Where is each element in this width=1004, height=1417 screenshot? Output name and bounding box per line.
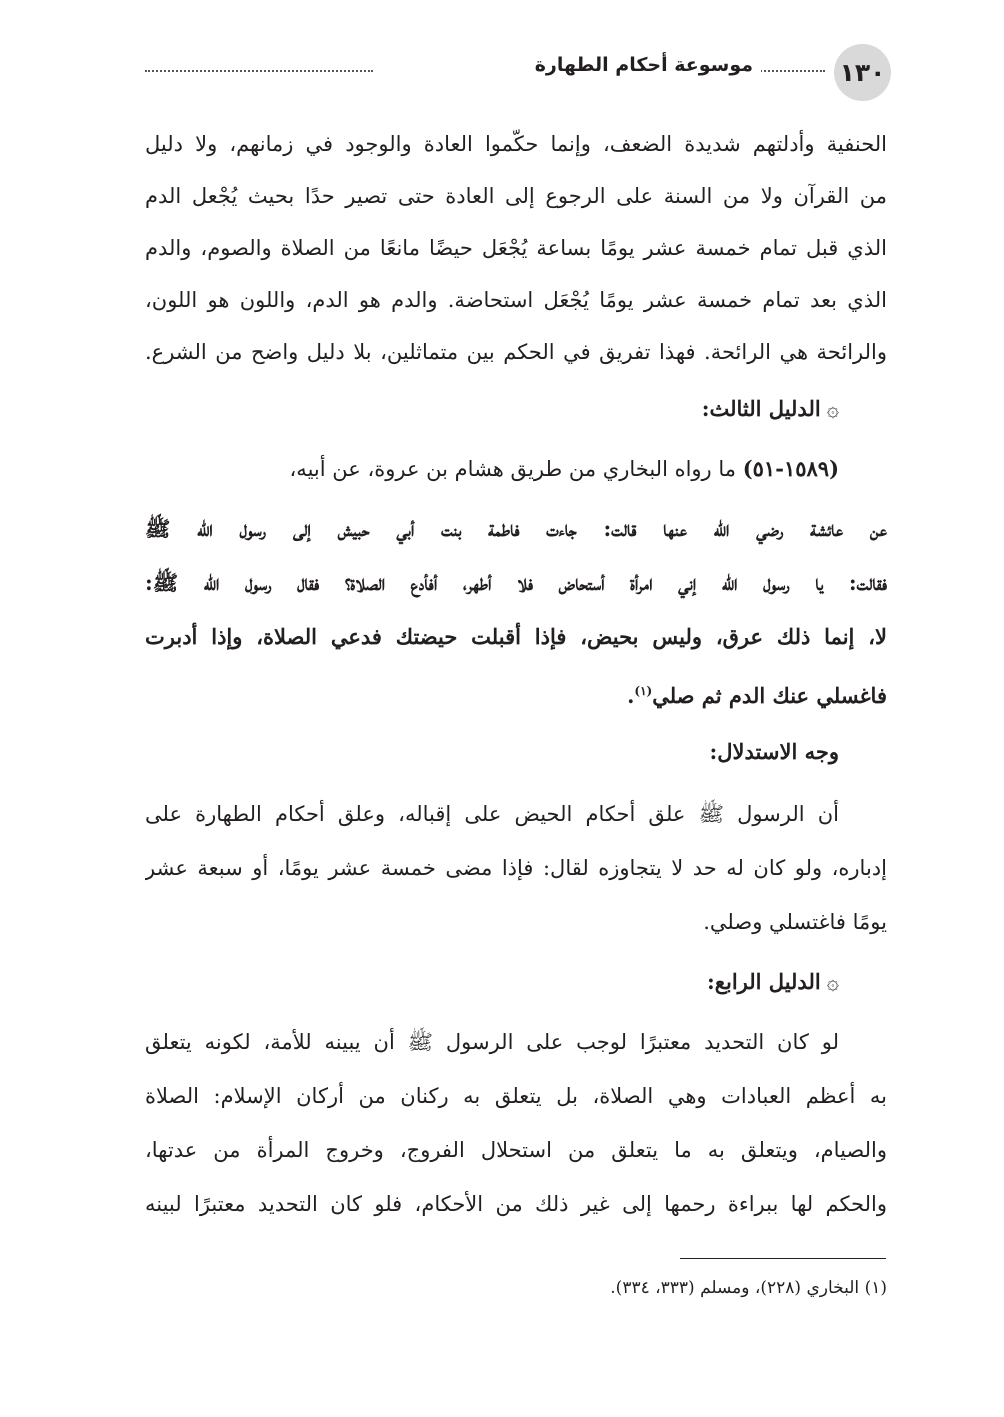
text-line: لو كان التحديد معتبرًا لوجب على الرسول ﷺ أن يبينه للأمة، لكونه يتعلق [145,1030,839,1054]
footnote-text: البخاري (٢٢٨)، ومسلم (٣٣٣، ٣٣٤). [610,1278,860,1298]
text-line: من القرآن ولا من السنة على الرجوع إلى العادة حتى تصير حدًا بحيث يُجْعل الدم [145,184,887,208]
text-line: والحكم لها ببراءة رحمها إلى غير ذلك من الأحكام، فلو كان التحديد معتبرًا لبينه [145,1192,887,1216]
footnote [145,1278,887,1298]
page-header [145,44,891,104]
header-dotted-rule-right [753,70,825,72]
text-line: إدباره، ولو كان له حد لا يتجاوزه لقال: فإذا مضى خمسة عشر يومًا، أو سبعة عشر [145,856,887,880]
heading-ornament-icon: ۞ [826,397,839,421]
text-line: والرائحة هي الرائحة. فهذا تفريق في الحكم بين متماثلين، بلا دليل واضح من الشرع. [145,340,887,364]
text-line: الذي بعد تمام خمسة عشر يومًا يُجْعَل استحاضة. والدم هو الدم، واللون هو اللون، [145,288,887,312]
section-heading-text: الدليل الرابع: [707,969,821,994]
heading-ornament-icon: ۞ [826,970,839,994]
footnote-reference: (١) [634,684,653,698]
text-line: الحنفية وأدلتهم شديدة الضعف، وإنما حكّموا العادة والوجود في زمانهم، ولا دليل [145,132,887,156]
hadith-text-line-last: فاغسلي عنك الدم ثم صلي$^{(١)}$. [627,683,887,708]
subheading-istidlal: وجه الاستدلال: [709,739,839,764]
footnote-separator [680,1258,886,1259]
page-number: ١٣٠ [834,44,891,101]
section-heading [145,959,839,1005]
hadith-intro-line [145,446,839,492]
text-line: والصيام، ويتعلق به ما يتعلق من استحلال الفروج، وخروج المرأة من عدتها، [145,1138,887,1162]
text-line: أن الرسول ﷺ علق أحكام الحيض على إقباله، وعلق أحكام الطهارة على [145,802,839,826]
hadith-text-end: فاغسلي عنك الدم ثم صلي [652,683,887,708]
hadith-text-line: فقالت: يا رسول الله إني امرأة أستحاض فلا أطهر، أفأدع الصلاة؟ فقال رسول الله ﷺ: [145,570,887,595]
header-dotted-rule-left [145,70,373,72]
footnote-number: (١) [864,1278,887,1298]
section-heading-text: الدليل الثالث: [701,396,821,421]
hadith-text-line: عن عائشة رضي الله عنها قالت: جاءت فاطمة بنت أبي حبيش إلى رسول الله ﷺ [145,516,887,541]
text-line: يومًا فاغتسلي وصلي. [703,910,887,934]
hadith-text-line: لا، إنما ذلك عرق، وليس بحيض، فإذا أقبلت حيضتك فدعي الصلاة، وإذا أدبرت [145,624,887,649]
text-line: به أعظم العبادات وهي الصلاة، بل يتعلق به ركنان من أركان الإسلام: الصلاة [145,1084,887,1108]
hadith-intro-text: ما رواه البخاري من طريق هشام بن عروة، عن أبيه، [289,457,737,481]
text-line: الذي قبل تمام خمسة عشر يومًا بساعة يُجْعَل حيضًا مانعًا من الصلاة والصوم، والدم [145,236,887,260]
running-title: موسوعة أحكام الطهارة [527,54,761,76]
section-heading [145,386,839,432]
hadith-number: (١٥٨٩-٥١) [742,456,839,481]
